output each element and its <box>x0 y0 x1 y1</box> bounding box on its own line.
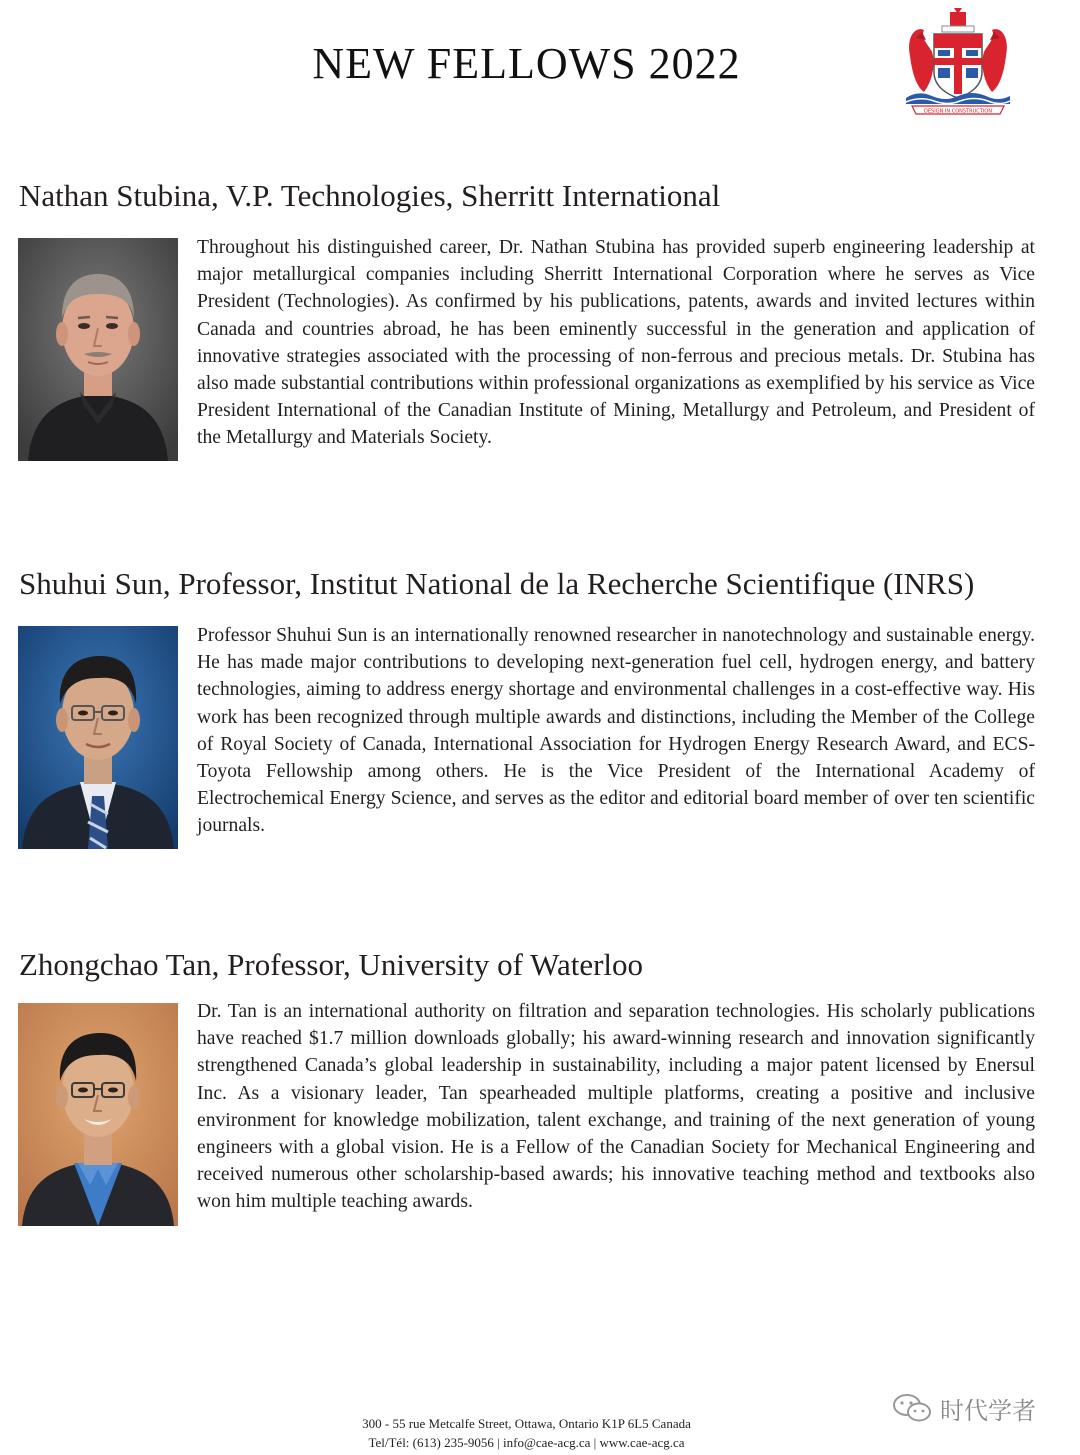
fellow-photo-stubina <box>18 238 178 461</box>
fellow-name-tan: Zhongchao Tan, Professor, University of Waterloo <box>19 947 644 982</box>
fellow-name-sun: Shuhui Sun, Professor, Institut National de la Recherche Scientifique (INRS) <box>19 566 975 601</box>
footer-contact: Tel/Tél: (613) 235-9056 | info@cae-acg.ca | www.cae-acg.ca <box>368 1435 685 1450</box>
fellow-bio-tan: Dr. Tan is an international authority on filtration and separation technologies. His scholarly publications have reached $1.7 million downloads globally; his award-winning research and innovation significantly strengthened Canada’s global leadership in sustainability, including a major patent licensed by Enersul Inc. As a visionary leader, Tan spearheaded multiple platforms, creating a positive and inclusive environment for knowledge mobilization, talent exchange, and training of the next generation of young engineers with a global vision. He is a Fellow of the Canadian Society for Mechanical Engineering and received numerous other scholarship-based awards; his innovative teaching method and textbooks also won him multiple teaching awards. <box>197 1001 1035 1213</box>
fellow-bio-stubina: Throughout his distinguished career, Dr. Nathan Stubina has provided superb engineering leadership at major metallurgical companies including Sherritt International Corporation where he serves as Vice President (Technologies). As confirmed by his publications, patents, awards and invited lectures within Canada and countries abroad, he has been eminently successful in the generation and application of innovative strategies associated with the processing of non-ferrous and precious metals. Dr. Stubina has also made substantial contributions within professional organizations as exemplified by his service as Vice President International of the Canadian Institute of Mining, Metallurgy and Petroleum, and President of the Metallurgy and Materials Society. <box>197 237 1035 449</box>
fellow-photo-sun <box>18 626 178 849</box>
wechat-icon <box>892 1392 932 1424</box>
fellow-name-stubina: Nathan Stubina, V.P. Technologies, Sherritt International <box>19 178 721 213</box>
page-title: NEW FELLOWS 2022 <box>312 39 741 88</box>
academy-crest-logo <box>902 6 1014 118</box>
footer-address: 300 - 55 rue Metcalfe Street, Ottawa, Ontario K1P 6L5 Canada <box>362 1416 691 1431</box>
svg-text:DESIGN IN CONSTRUCTION: DESIGN IN CONSTRUCTION <box>924 108 992 115</box>
watermark <box>892 1390 1036 1426</box>
fellow-photo-tan <box>18 1003 178 1226</box>
watermark-text: 时代学者 <box>940 1396 1036 1425</box>
fellow-bio-sun: Professor Shuhui Sun is an internationally renowned researcher in nanotechnology and sustainable energy. He has made major contributions to developing next-generation fuel cell, hydrogen energy, and battery technologies, aiming to address energy shortage and environmental challenges in a cost-effective way. His work has been recognized through multiple awards and distinctions, including the Member of the College of Royal Society of Canada, International Association for Hydrogen Energy Research Award, and ECS-Toyota Fellowship among others. He is the Vice President of the International Academy of Electrochemical Energy Science, and serves as the editor and editorial board member of over ten scientific journals. <box>197 625 1035 837</box>
